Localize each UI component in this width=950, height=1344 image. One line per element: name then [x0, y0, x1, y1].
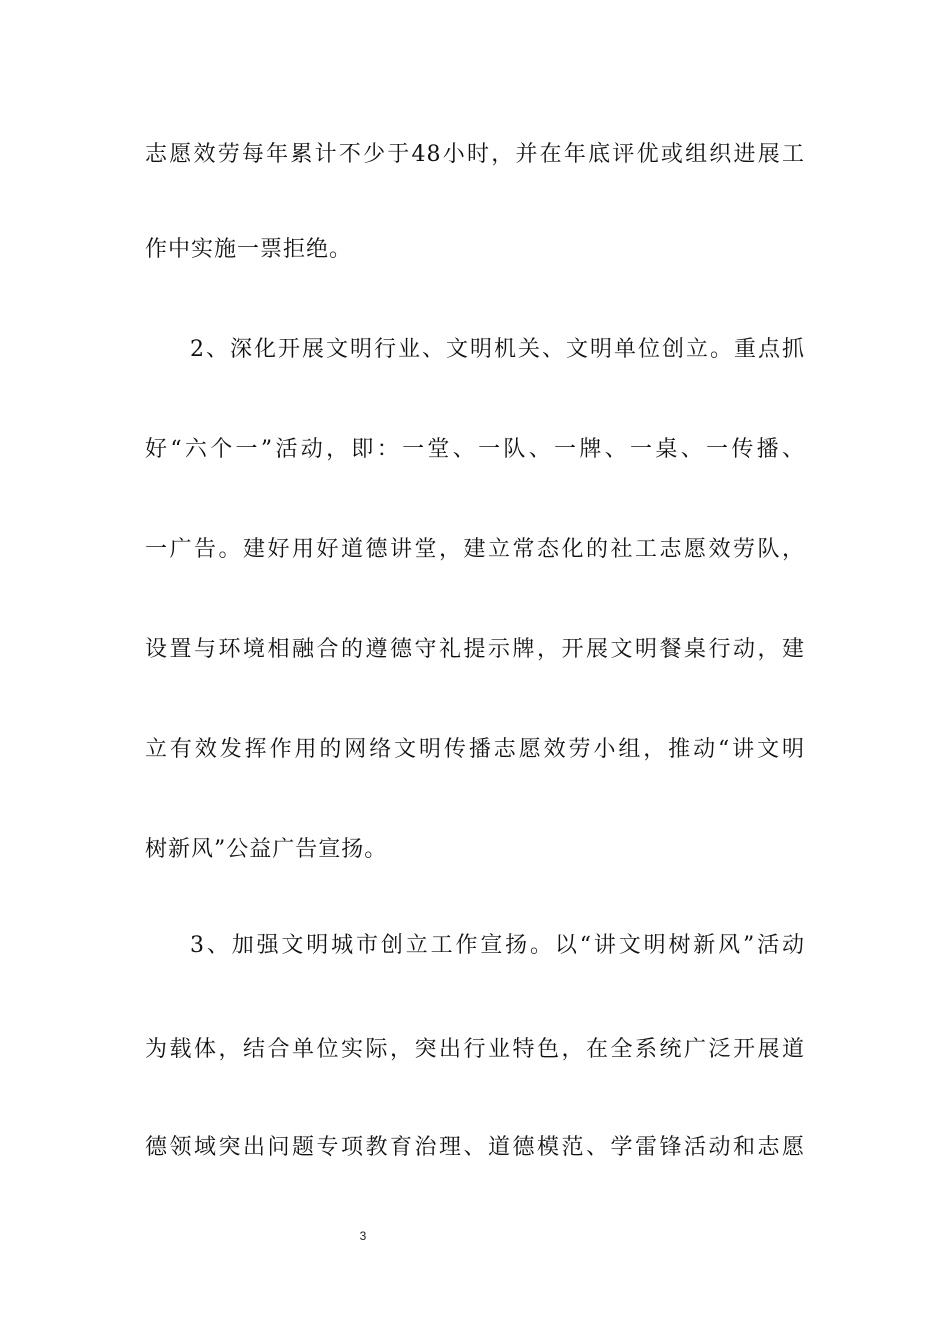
text-line: 立有效发挥作用的网络文明传播志愿效劳小组，推动“讲文明: [145, 737, 805, 762]
text-line: 一广告。建好用好道德讲堂，建立常态化的社工志愿效劳队，: [145, 537, 805, 562]
paragraph-3-first-line: 3、加强文明城市创立工作宣扬。以“讲文明树新风”活动: [190, 933, 805, 958]
paragraph-2-first-line: 2、深化开展文明行业、文明机关、文明单位创立。重点抓: [190, 337, 805, 362]
text-line: 好“六个一”活动，即：一堂、一队、一牌、一桌、一传播、: [145, 437, 805, 462]
text-line: 志愿效劳每年累计不少于48小时，并在年底评优或组织进展工: [145, 142, 805, 167]
text-line: 树新风”公益广告宣扬。: [145, 837, 388, 862]
text-line: 设置与环境相融合的遵德守礼提示牌，开展文明餐桌行动，建: [145, 637, 805, 662]
text-line: 德领域突出问题专项教育治理、道德模范、学雷锋活动和志愿: [145, 1135, 805, 1160]
page-number: 3: [359, 1229, 367, 1243]
text-line: 为载体，结合单位实际，突出行业特色，在全系统广泛开展道: [145, 1037, 805, 1062]
text-line: 作中实施一票拒绝。: [145, 237, 353, 262]
